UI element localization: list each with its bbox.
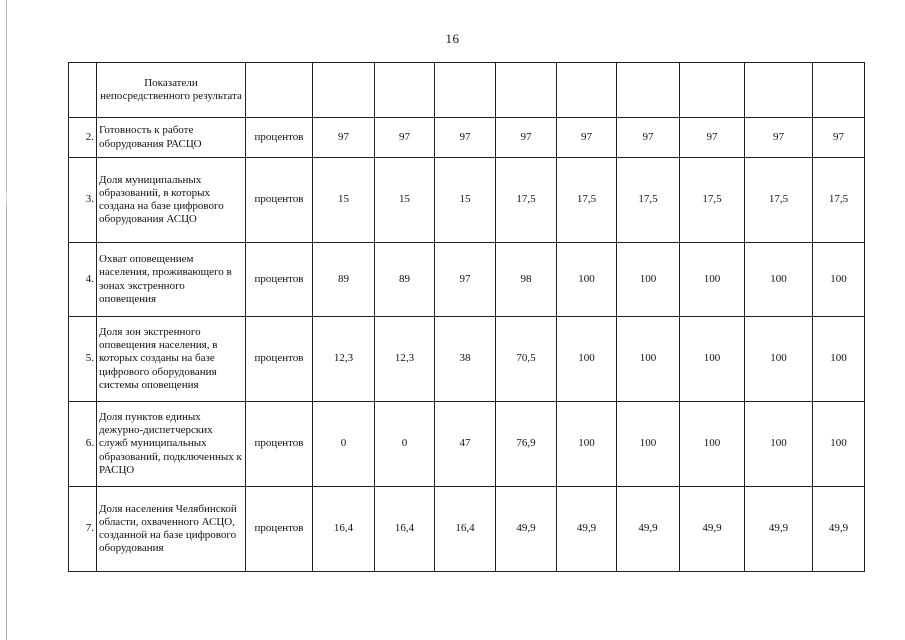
value-cell: 15: [375, 158, 435, 243]
value-cell: 49,9: [496, 487, 557, 572]
value-cell: 97: [313, 118, 375, 158]
page-number: 16: [445, 31, 460, 46]
value-header-cell: [435, 63, 496, 118]
value-cell: 100: [745, 402, 813, 487]
value-cell: 97: [680, 118, 745, 158]
unit-cell: процентов: [246, 487, 313, 572]
table-row: [69, 243, 865, 317]
scan-edge-line: [6, 0, 7, 640]
value-cell: 49,9: [617, 487, 680, 572]
value-cell: 100: [557, 402, 617, 487]
value-cell: 15: [313, 158, 375, 243]
value-cell: 100: [617, 317, 680, 402]
value-cell: 100: [813, 402, 865, 487]
indicator-name-cell: Доля пунктов единых дежурно-диспетчерских служб муниципальных образований, подключенных к РАСЦО: [97, 402, 246, 487]
unit-cell: процентов: [246, 158, 313, 243]
value-cell: 17,5: [680, 158, 745, 243]
value-cell: 49,9: [745, 487, 813, 572]
value-cell: 49,9: [557, 487, 617, 572]
value-cell: 100: [813, 317, 865, 402]
indicator-name-cell: Доля населения Челябинской области, охваченного АСЦО, созданной на базе цифрового оборудования: [97, 487, 246, 572]
value-cell: 15: [435, 158, 496, 243]
value-cell: 76,9: [496, 402, 557, 487]
value-cell: 16,4: [375, 487, 435, 572]
indicator-header-cell: Показатели непосредственного результата: [97, 63, 246, 118]
value-cell: 17,5: [745, 158, 813, 243]
row-number-cell: 3.: [69, 158, 97, 243]
value-cell: 100: [813, 243, 865, 317]
value-cell: 100: [680, 243, 745, 317]
value-header-cell: [617, 63, 680, 118]
value-header-cell: [496, 63, 557, 118]
table-row: [69, 118, 865, 158]
value-cell: 97: [745, 118, 813, 158]
value-cell: 97: [375, 118, 435, 158]
value-cell: 100: [680, 402, 745, 487]
value-cell: 100: [745, 317, 813, 402]
value-cell: 97: [496, 118, 557, 158]
table-header-row: [69, 63, 865, 118]
unit-cell: процентов: [246, 402, 313, 487]
row-number-cell: [69, 63, 97, 118]
value-cell: 12,3: [313, 317, 375, 402]
value-cell: 17,5: [557, 158, 617, 243]
row-number-cell: 7.: [69, 487, 97, 572]
value-cell: 47: [435, 402, 496, 487]
value-header-cell: [745, 63, 813, 118]
row-number-cell: 6.: [69, 402, 97, 487]
value-cell: 100: [617, 402, 680, 487]
value-cell: 17,5: [496, 158, 557, 243]
value-cell: 17,5: [617, 158, 680, 243]
value-cell: 16,4: [313, 487, 375, 572]
value-cell: 12,3: [375, 317, 435, 402]
value-cell: 89: [313, 243, 375, 317]
unit-header-cell: [246, 63, 313, 118]
value-cell: 100: [557, 243, 617, 317]
value-cell: 49,9: [813, 487, 865, 572]
table-row: [69, 487, 865, 572]
indicator-name-cell: Готовность к работе оборудования РАСЦО: [97, 118, 246, 158]
row-number-cell: 5.: [69, 317, 97, 402]
indicators-table: [68, 62, 865, 572]
value-header-cell: [680, 63, 745, 118]
unit-cell: процентов: [246, 118, 313, 158]
value-header-cell: [313, 63, 375, 118]
indicator-name-cell: Доля муниципальных образований, в которых создана на базе цифрового оборудования АСЦО: [97, 158, 246, 243]
value-cell: 70,5: [496, 317, 557, 402]
value-cell: 98: [496, 243, 557, 317]
indicator-name-cell: Доля зон экстренного оповещения населения, в которых созданы на базе цифрового оборудования системы оповещения: [97, 317, 246, 402]
unit-cell: процентов: [246, 243, 313, 317]
value-cell: 0: [375, 402, 435, 487]
value-cell: 0: [313, 402, 375, 487]
value-cell: 97: [813, 118, 865, 158]
value-header-cell: [557, 63, 617, 118]
value-cell: 17,5: [813, 158, 865, 243]
unit-cell: процентов: [246, 317, 313, 402]
value-header-cell: [813, 63, 865, 118]
value-cell: 89: [375, 243, 435, 317]
value-cell: 97: [557, 118, 617, 158]
value-cell: 16,4: [435, 487, 496, 572]
value-header-cell: [375, 63, 435, 118]
table-row: [69, 402, 865, 487]
indicator-name-cell: Охват оповещением населения, проживающего в зонах экстренного оповещения: [97, 243, 246, 317]
value-cell: 38: [435, 317, 496, 402]
value-cell: 97: [435, 118, 496, 158]
value-cell: 97: [617, 118, 680, 158]
value-cell: 100: [745, 243, 813, 317]
value-cell: 100: [617, 243, 680, 317]
row-number-cell: 2.: [69, 118, 97, 158]
table-body: [69, 63, 865, 572]
value-cell: 97: [435, 243, 496, 317]
value-cell: 49,9: [680, 487, 745, 572]
table-row: [69, 317, 865, 402]
value-cell: 100: [557, 317, 617, 402]
row-number-cell: 4.: [69, 243, 97, 317]
table-row: [69, 158, 865, 243]
value-cell: 100: [680, 317, 745, 402]
